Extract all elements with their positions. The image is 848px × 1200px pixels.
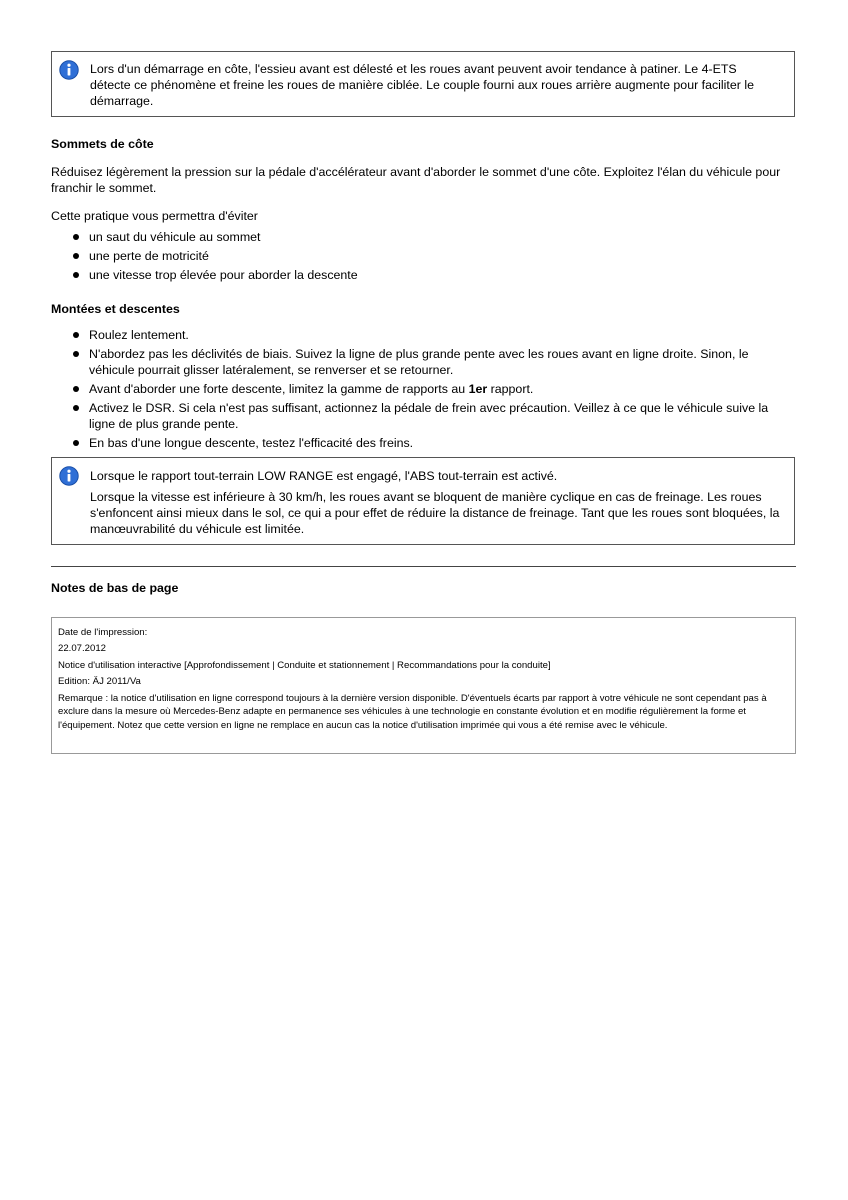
info-icon	[59, 60, 79, 80]
manual-title: Notice d'utilisation interactive [Approfondissement | Conduite et stationnement | Recommandations pour la conduite]	[58, 659, 551, 671]
divider	[51, 566, 796, 567]
info-note-abs	[51, 457, 795, 545]
section-heading-hill-tops: Sommets de côte	[51, 137, 154, 151]
bullet-list-avoid	[51, 229, 795, 286]
footnotes-heading: Notes de bas de page	[51, 581, 179, 595]
list-item: un saut du véhicule au sommet	[51, 229, 795, 245]
list-item: Roulez lentement.	[51, 327, 795, 343]
list-item-rapport	[51, 381, 795, 397]
print-date: 22.07.2012	[58, 643, 107, 655]
paragraph-avoid-intro: Cette pratique vous permettra d'éviter	[51, 209, 258, 223]
footnotes-box	[51, 617, 796, 754]
print-date-label: Date de l'impression:	[58, 627, 148, 638]
list-item: Activez le DSR. Si cela n'est pas suffisant, actionnez la pédale de frein avec précaution. Veillez à ce que le véhicule suive la ligne de plus grande pente.	[51, 400, 795, 432]
paragraph-hill-tops: Réduisez légèrement la pression sur la pédale d'accélérateur avant d'aborder le sommet d'une côte. Exploitez l'élan du véhicule pour franchir le sommet.	[51, 165, 781, 195]
list-item: N'abordez pas les déclivités de biais. Suivez la ligne de plus grande pente avec les roues avant en ligne droite. Sinon, le véhicule pourrait glisser latéralement, se renverser et se retourner.	[51, 346, 795, 378]
edition: Edition: ÄJ 2011/Va	[58, 676, 141, 688]
rapport-text-bold: 1er	[468, 382, 488, 396]
info-note-line1: Lorsque le rapport tout-terrain LOW RANGE est engagé, l'ABS tout-terrain est activé.	[90, 469, 558, 483]
info-note-hill-start	[51, 51, 795, 117]
list-item: une perte de motricité	[51, 248, 795, 264]
bullet-list-slopes	[51, 327, 795, 454]
info-icon	[59, 466, 79, 486]
info-note-text: Lors d'un démarrage en côte, l'essieu avant est délesté et les roues avant peuvent avoir tendance à patiner. Le 4-ETS détecte ce phénomène et freine les roues de manière ciblée. Le couple fourni aux roues arrière augmente pour faciliter le démarrage.	[90, 62, 754, 108]
remark: Remarque : la notice d'utilisation en ligne correspond toujours à la dernière version disponible. D'éventuels écarts par rapport à votre véhicule ne sont cependant pas à exclure dans la mesure où Mercedes-Benz adapte en permanence ses véhicules à une technologie en constante évolution et en modifie régulièrement la forme et l'équipement. Notez que cette version en ligne ne remplace en aucun cas la notice d'utilisation imprimée qui vous a été remise avec le véhicule.	[58, 692, 767, 732]
rapport-text-before: Avant d'aborder une forte descente, limitez la gamme de rapports au	[89, 382, 469, 396]
rapport-text-after: rapport.	[487, 382, 534, 396]
list-item: une vitesse trop élevée pour aborder la descente	[51, 267, 795, 283]
list-item: En bas d'une longue descente, testez l'efficacité des freins.	[51, 435, 795, 451]
section-heading-slopes: Montées et descentes	[51, 302, 180, 316]
info-note-line2: Lorsque la vitesse est inférieure à 30 km/h, les roues avant se bloquent de manière cyclique en cas de freinage. Les roues s'enfoncent ainsi mieux dans le sol, ce qui a pour effet de réduire la distance de freinage. Tant que les roues sont bloquées, la manœuvrabilité du véhicule est limitée.	[90, 490, 780, 536]
